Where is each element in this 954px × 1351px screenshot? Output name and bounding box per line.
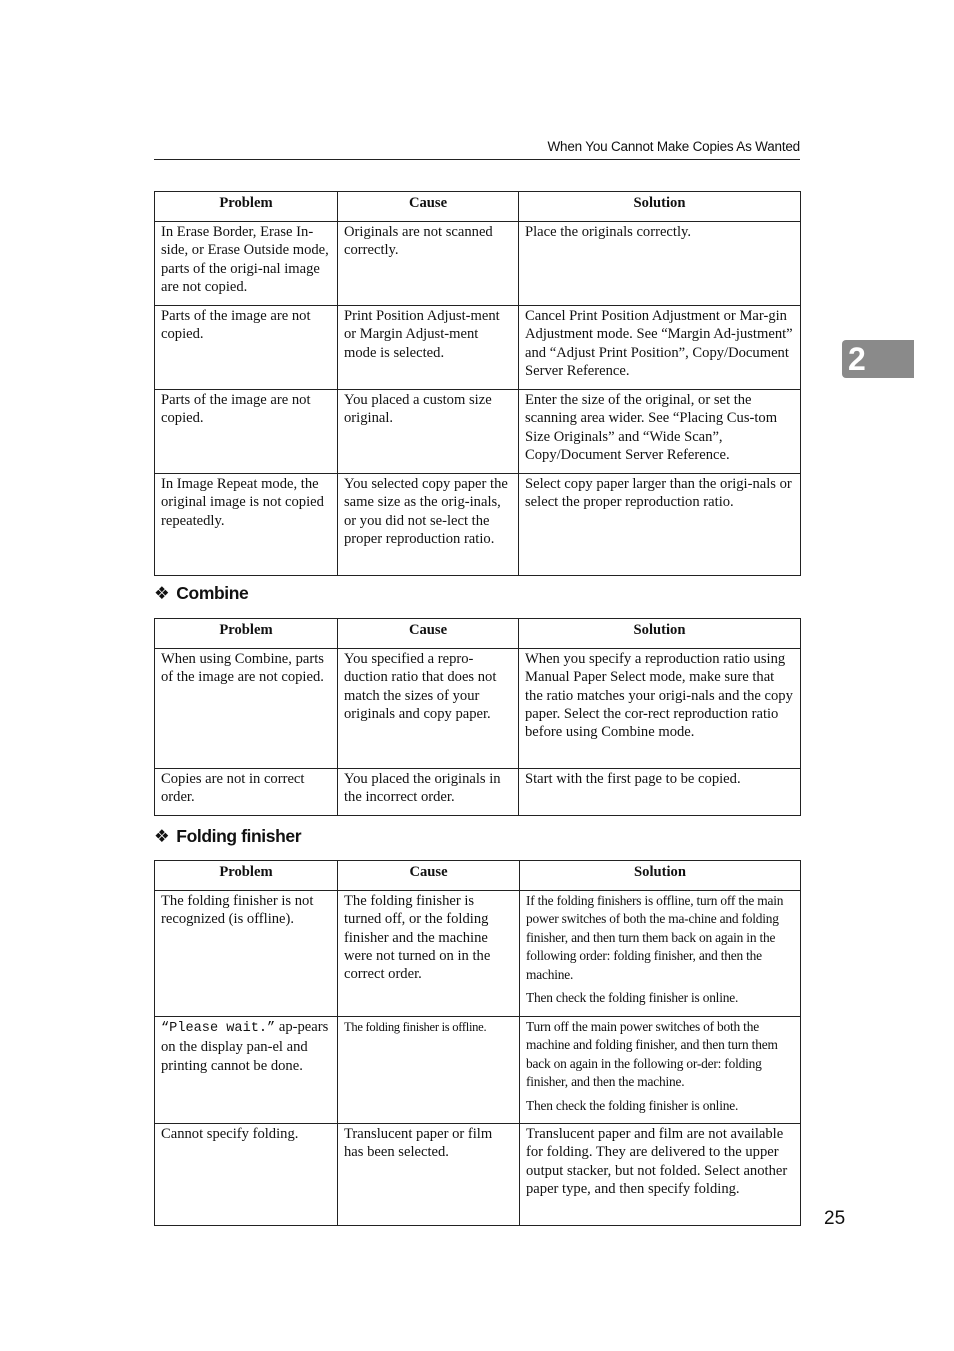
solution-cell xyxy=(520,1017,801,1124)
problem-cell: Parts of the image are not copied. xyxy=(155,306,338,390)
diamond-bullet-icon: ❖ xyxy=(154,826,170,846)
section-title-text: Combine xyxy=(176,583,249,603)
troubleshooting-table-combine xyxy=(154,618,801,816)
column-header-solution: Solution xyxy=(519,619,801,649)
cause-cell: The folding finisher is turned off, or the folding finisher and the machine were not turned on in the correct order. xyxy=(338,891,520,1017)
running-header xyxy=(154,138,800,160)
table-row xyxy=(155,222,801,306)
solution-cell: Start with the first page to be copied. xyxy=(519,769,801,816)
table-header-row xyxy=(155,619,801,649)
column-header-solution: Solution xyxy=(520,861,801,891)
troubleshooting-table-1 xyxy=(154,191,801,576)
problem-cell: When using Combine, parts of the image are not copied. xyxy=(155,649,338,769)
problem-cell: The folding finisher is not recognized (is offline). xyxy=(155,891,338,1017)
cause-cell: You selected copy paper the same size as the orig-inals, or you did not se-lect the proper reproduction ratio. xyxy=(338,474,519,576)
problem-text: ap-pears on the display pan-el and printing cannot be done. xyxy=(161,1019,329,1074)
table-row xyxy=(155,1017,801,1124)
table-header-row xyxy=(155,192,801,222)
table-row xyxy=(155,306,801,390)
running-header-title: When You Cannot Make Copies As Wanted xyxy=(547,139,800,154)
chapter-tab: 2 xyxy=(842,340,914,378)
solution-cell: Cancel Print Position Adjustment or Mar-gin Adjustment mode. See “Margin Ad-justment” and “Adjust Print Position”, Copy/Document Server Reference. xyxy=(519,306,801,390)
section-title-text: Folding finisher xyxy=(176,826,302,846)
table-row xyxy=(155,474,801,576)
solution-cell: Select copy paper larger than the origi-nals or select the proper reproduction ratio. xyxy=(519,474,801,576)
solution-text-followup: Then check the folding finisher is online. xyxy=(526,1097,739,1113)
column-header-problem: Problem xyxy=(155,861,338,891)
column-header-solution: Solution xyxy=(519,192,801,222)
solution-text: If the folding finishers is offline, turn off the main power switches of both the ma-chine and folding finisher, and then turn them back on again in the following order: folding finisher, and then the machine. xyxy=(526,893,784,982)
table-row xyxy=(155,769,801,816)
solution-cell: Enter the size of the original, or set the scanning area wider. See “Placing Cus-tom Size Originals” and “Wide Scan”, Copy/Document Server Reference. xyxy=(519,390,801,474)
section-title-combine xyxy=(154,582,248,604)
problem-cell: Copies are not in correct order. xyxy=(155,769,338,816)
column-header-cause: Cause xyxy=(338,619,519,649)
table-header-row xyxy=(155,861,801,891)
column-header-problem: Problem xyxy=(155,619,338,649)
solution-cell: Translucent paper and film are not available for folding. They are delivered to the upper output stacker, but not folded. Select another paper type, and then specify folding. xyxy=(520,1124,801,1226)
column-header-cause: Cause xyxy=(338,861,520,891)
problem-cell: Cannot specify folding. xyxy=(155,1124,338,1226)
solution-text: Turn off the main power switches of both the machine and folding finisher, and then turn them back on again in the following or-der: folding finisher, and then the machine. xyxy=(526,1019,778,1090)
solution-text-followup: Then check the folding finisher is online. xyxy=(526,990,739,1006)
column-header-cause: Cause xyxy=(338,192,519,222)
cause-cell: Print Position Adjust-ment or Margin Adjust-ment mode is selected. xyxy=(338,306,519,390)
solution-cell xyxy=(520,891,801,1017)
cause-cell: The folding finisher is offline. xyxy=(338,1017,520,1124)
cause-cell: You placed a custom size original. xyxy=(338,390,519,474)
cause-cell: You specified a repro-duction ratio that does not match the sizes of your originals and copy paper. xyxy=(338,649,519,769)
section-title-folding-finisher xyxy=(154,825,301,847)
table-row xyxy=(155,1124,801,1226)
page-number: 25 xyxy=(824,1208,846,1229)
table-row xyxy=(155,649,801,769)
problem-cell: In Image Repeat mode, the original image is not copied repeatedly. xyxy=(155,474,338,576)
cause-cell: Originals are not scanned correctly. xyxy=(338,222,519,306)
problem-cell: Parts of the image are not copied. xyxy=(155,390,338,474)
problem-cell xyxy=(155,1017,338,1124)
cause-cell: You placed the originals in the incorrect order. xyxy=(338,769,519,816)
solution-cell: When you specify a reproduction ratio using Manual Paper Select mode, make sure that the ratio matches your origi-nals and the copy paper. Select the cor-rect reproduction ratio before using Combine mode. xyxy=(519,649,801,769)
solution-cell: Place the originals correctly. xyxy=(519,222,801,306)
display-message: “Please wait.” xyxy=(161,1021,276,1036)
table-row xyxy=(155,390,801,474)
troubleshooting-table-folding xyxy=(154,860,801,1226)
column-header-problem: Problem xyxy=(155,192,338,222)
table-row xyxy=(155,891,801,1017)
diamond-bullet-icon: ❖ xyxy=(154,583,170,603)
cause-cell: Translucent paper or film has been selected. xyxy=(338,1124,520,1226)
problem-cell: In Erase Border, Erase In-side, or Erase Outside mode, parts of the origi-nal image are not copied. xyxy=(155,222,338,306)
